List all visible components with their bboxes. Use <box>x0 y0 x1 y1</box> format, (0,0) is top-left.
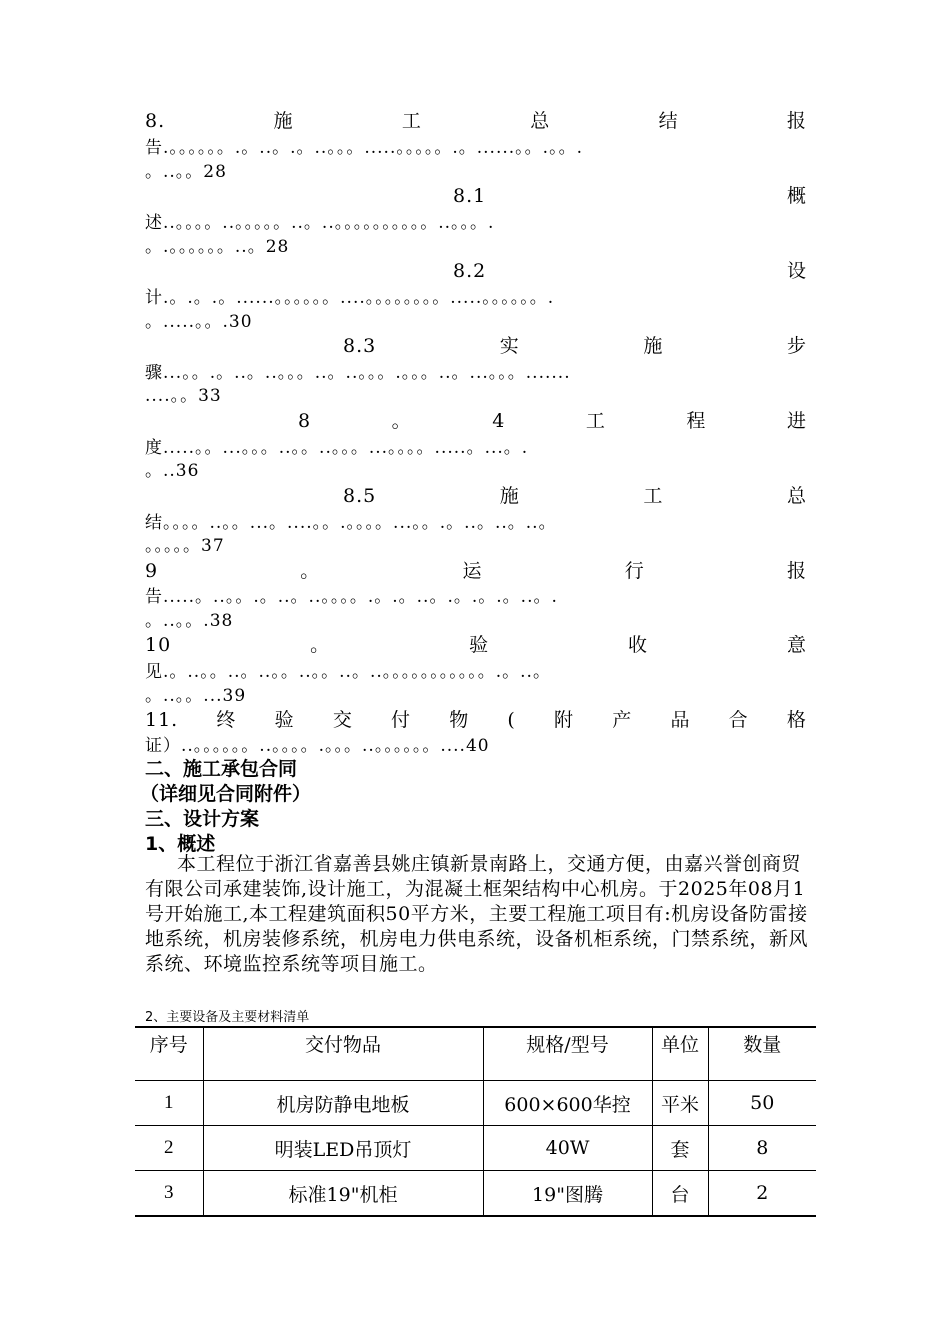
toc-entry-8-4-dots: 度.....。。...。。。..。。..。。。...。。。。.....。...。. <box>145 438 529 458</box>
toc-part: 总 <box>786 485 807 507</box>
toc-part: 验 <box>469 634 490 656</box>
toc-part: 物 <box>449 709 470 731</box>
toc-entry-11 <box>145 705 807 732</box>
toc-part: ( <box>507 709 516 731</box>
toc-entry-10 <box>145 630 807 657</box>
cell-index: 3 <box>164 1182 174 1203</box>
toc-part: 施 <box>499 485 520 507</box>
toc-entry-8-1 <box>453 181 807 208</box>
toc-part: 运 <box>462 560 483 582</box>
toc-entry-9 <box>145 556 807 583</box>
header-unit: 单位 <box>652 1027 708 1081</box>
toc-part: 步 <box>786 335 807 357</box>
toc-part: 9 <box>145 560 159 582</box>
toc-part: 4 <box>492 410 506 432</box>
toc-part: 结 <box>658 110 679 132</box>
cell-unit: 套 <box>652 1126 708 1171</box>
toc-part: 工 <box>401 110 422 132</box>
cell-unit: 平米 <box>652 1081 708 1126</box>
toc-part: 8.3 <box>343 335 377 357</box>
toc-part: 11. <box>145 709 179 731</box>
toc-part: 施 <box>273 110 294 132</box>
toc-entry-8-5 <box>343 481 807 508</box>
toc-part: 进 <box>786 410 807 432</box>
toc-entry-8-page: 。..。。28 <box>145 162 227 182</box>
toc-part: 。 <box>391 410 412 432</box>
toc-part: 验 <box>274 709 295 731</box>
toc-part: 品 <box>670 709 691 731</box>
toc-part: 附 <box>554 709 575 731</box>
table-caption: 2、主要设备及主要材料清单 <box>145 1010 310 1025</box>
toc-entry-8-4 <box>298 406 807 433</box>
toc-part: 收 <box>628 634 649 656</box>
materials-table <box>135 1026 816 1217</box>
toc-part: 8. <box>145 110 166 132</box>
overview-paragraph: 本工程位于浙江省嘉善县姚庄镇新景南路上，交通方便，由嘉兴誉创商贸有限公司承建装饰,设计施工，为混凝土框架结构中心机房。于2025年08月1号开始施工,本工程建筑面积50平方米，主要工程施工项目有:机房设备防雷接地系统，机房装修系统，机房电力供电系统，设备机柜系统，门禁系统，新风系统、环境监控系统等项目施工。 <box>145 853 809 975</box>
toc-part: 意 <box>786 634 807 656</box>
toc-entry-11-dots: 证）..。。。。。。..。。。。.。。。..。。。。。。....40 <box>145 736 490 756</box>
cell-index: 2 <box>164 1137 174 1158</box>
toc-part: 工 <box>585 410 606 432</box>
toc-part: 付 <box>391 709 412 731</box>
toc-part: 终 <box>216 709 237 731</box>
cell-spec: 40W <box>483 1126 652 1171</box>
cell-quantity: 50 <box>708 1081 816 1126</box>
toc-part: 8 <box>298 410 312 432</box>
toc-part: 。 <box>310 634 331 656</box>
cell-item: 明装LED吊顶灯 <box>203 1126 483 1171</box>
toc-part: 行 <box>624 560 645 582</box>
toc-entry-8-dots: 告.。。。。。。.。..。.。..。。。.....。。。。。.。......。。.。。. <box>145 138 583 158</box>
toc-entry-10-page: 。..。。...39 <box>145 686 247 706</box>
heading-design: 三、设计方案 <box>145 808 260 830</box>
toc-part: 设 <box>786 260 807 282</box>
heading-contract: 二、施工承包合同 <box>145 758 298 780</box>
heading-overview: 1、概述 <box>145 833 216 855</box>
toc-entry-8-2 <box>453 256 807 283</box>
cell-spec: 600×600华控 <box>483 1081 652 1126</box>
toc-entry-9-page: 。..。。.38 <box>145 611 234 631</box>
cell-item: 机房防静电地板 <box>203 1081 483 1126</box>
cell-item: 标准19"机柜 <box>203 1171 483 1217</box>
toc-entry-8-5-page: 。。。。。37 <box>145 536 225 556</box>
header-quantity: 数量 <box>708 1027 816 1081</box>
toc-part: 施 <box>643 335 664 357</box>
toc-part: 8.2 <box>453 260 487 282</box>
toc-part: 8.5 <box>343 485 377 507</box>
toc-part: 格 <box>786 709 807 731</box>
cell-unit: 台 <box>652 1171 708 1217</box>
table-row <box>135 1126 816 1171</box>
toc-part: 10 <box>145 634 172 656</box>
toc-entry-8-2-dots: 计.。.。.。......。。。。。。....。。。。。。。。.....。。。。。。. <box>145 288 555 308</box>
toc-part: 交 <box>332 709 353 731</box>
toc-part: 实 <box>499 335 520 357</box>
toc-entry-8-1-dots: 述..。。。。..。。。。。..。..。。。。。。。。。。..。。。. <box>145 213 495 233</box>
toc-entry-8-5-dots: 结。。。。..。。...。....。。.。。。。...。。.。..。..。..。 <box>145 513 557 533</box>
toc-part: 8.1 <box>453 185 487 207</box>
toc-part: 。 <box>300 560 321 582</box>
toc-entry-8-2-page: 。.....。。.30 <box>145 312 253 332</box>
cell-spec: 19"图腾 <box>483 1171 652 1217</box>
toc-part: 产 <box>612 709 633 731</box>
toc-part: 报 <box>786 560 807 582</box>
cell-index: 1 <box>164 1092 174 1113</box>
toc-entry-9-dots: 告.....。..。。.。..。..。。。。.。.。..。.。.。.。..。. <box>145 587 558 607</box>
heading-contract-note: （详细见合同附件） <box>140 783 312 805</box>
toc-entry-8-3-dots: 骤...。。.。..。..。。。..。..。。。.。。。..。...。。。....... <box>145 363 571 383</box>
table-row <box>135 1081 816 1126</box>
toc-entry-8-4-page: 。..36 <box>145 461 200 481</box>
toc-part: 程 <box>686 410 707 432</box>
toc-entry-10-dots: 见.。..。。..。..。。..。。..。..。。。。。。。。。。。.。..。 <box>145 662 551 682</box>
toc-part: 合 <box>728 709 749 731</box>
toc-entry-8 <box>145 106 807 133</box>
header-index: 序号 <box>149 1034 188 1056</box>
table-header-row <box>135 1027 816 1081</box>
toc-entry-8-1-page: 。.。。。。。。..。28 <box>145 237 290 257</box>
toc-entry-8-3-page: ....。。33 <box>145 386 222 406</box>
header-spec: 规格/型号 <box>483 1027 652 1081</box>
toc-part: 概 <box>786 185 807 207</box>
cell-quantity: 8 <box>708 1126 816 1171</box>
header-item: 交付物品 <box>203 1027 483 1081</box>
toc-part: 工 <box>643 485 664 507</box>
toc-part: 总 <box>530 110 551 132</box>
toc-entry-8-3 <box>343 331 807 358</box>
toc-part: 报 <box>786 110 807 132</box>
table-row <box>135 1171 816 1217</box>
cell-quantity: 2 <box>708 1171 816 1217</box>
